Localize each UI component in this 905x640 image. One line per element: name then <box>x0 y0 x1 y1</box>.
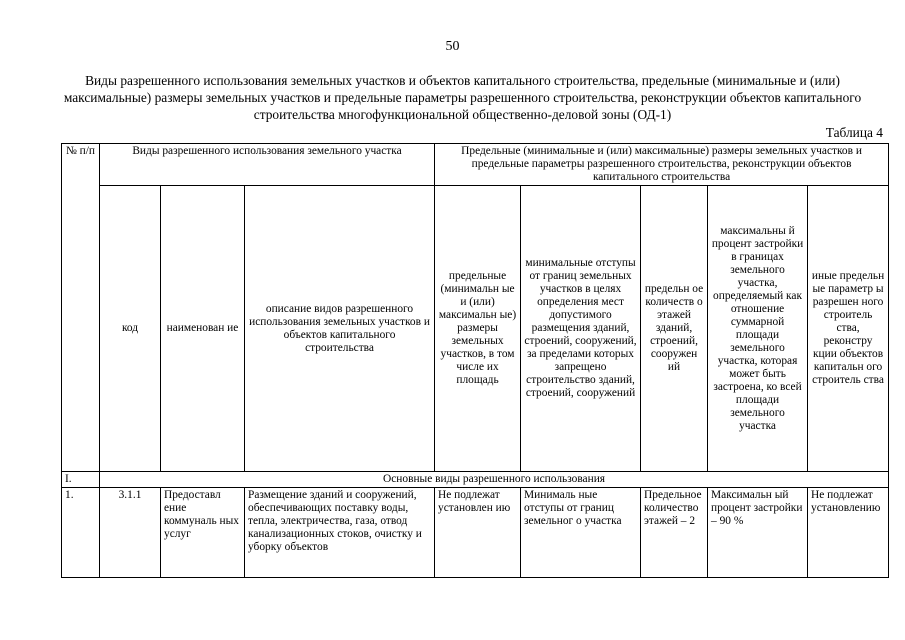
row-coverage: Максимальн ый процент застройки – 90 % <box>708 488 808 578</box>
page-number: 50 <box>445 39 460 54</box>
row-setbacks: Минималь ные отступы от границ земельног о участка <box>521 488 641 578</box>
header-floors: предельн ое количеств о этажей зданий, строений, сооружен ий <box>641 186 708 472</box>
header-types: Виды разрешенного использования земельного участка <box>100 144 435 186</box>
header-sizes: предельные (минимальн ые и (или) максимальн ые) размеры земельных участков, в том числе их площадь <box>435 186 521 472</box>
header-params: Предельные (минимальные и (или) максимальные) размеры земельных участков и предельные параметры разрешенного строительства, реконструкции объектов капитального строительства <box>435 144 889 186</box>
header-other: иные предельн ые параметр ы разрешен ного строитель ства, реконстру кции объектов капитальн ого строитель ства <box>808 186 889 472</box>
document-title: Виды разрешенного использования земельных участков и объектов капитального строительства, предельные (минимальные и (или) максимальные) размеры земельных участков и предельные параметры разрешенного строительства, реконструкции объектов капитального строительства многофункциональной общественно-деловой зоны (ОД-1) <box>63 73 862 122</box>
header-description: описание видов разрешенного использования земельных участков и объектов капитального строительства <box>245 186 435 472</box>
section-row <box>62 472 889 488</box>
row-sizes: Не подлежат установлен ию <box>435 488 521 578</box>
header-name: наименован ие <box>161 186 245 472</box>
row-name: Предоставл ение коммуналь ных услуг <box>161 488 245 578</box>
row-floors: Предельное количество этажей – 2 <box>641 488 708 578</box>
table-label: Таблица 4 <box>825 125 883 140</box>
row-num: 1. <box>62 488 100 578</box>
header-row-sub <box>62 186 889 472</box>
header-row-top <box>62 144 889 186</box>
header-code: код <box>100 186 161 472</box>
row-description: Размещение зданий и сооружений, обеспечивающих поставку воды, тепла, электричества, газа, отвод канализационных стоков, очистку и уборку объектов <box>245 488 435 578</box>
header-num: № п/п <box>62 144 100 472</box>
row-other: Не подлежат установлению <box>808 488 889 578</box>
section-num: I. <box>62 472 100 488</box>
zoning-table <box>61 143 889 578</box>
table-row <box>62 488 889 578</box>
header-coverage: максимальны й процент застройки в границах земельного участка, определяемый как отношение суммарной площади земельного участка, которая может быть застроена, ко всей площади земельного участка <box>708 186 808 472</box>
section-label: Основные виды разрешенного использования <box>100 472 889 488</box>
row-code: 3.1.1 <box>100 488 161 578</box>
header-setbacks: минимальные отступы от границ земельных участков в целях определения мест допустимого размещения зданий, строений, сооружений, за пределами которых запрещено строительство зданий, строений, сооружений <box>521 186 641 472</box>
